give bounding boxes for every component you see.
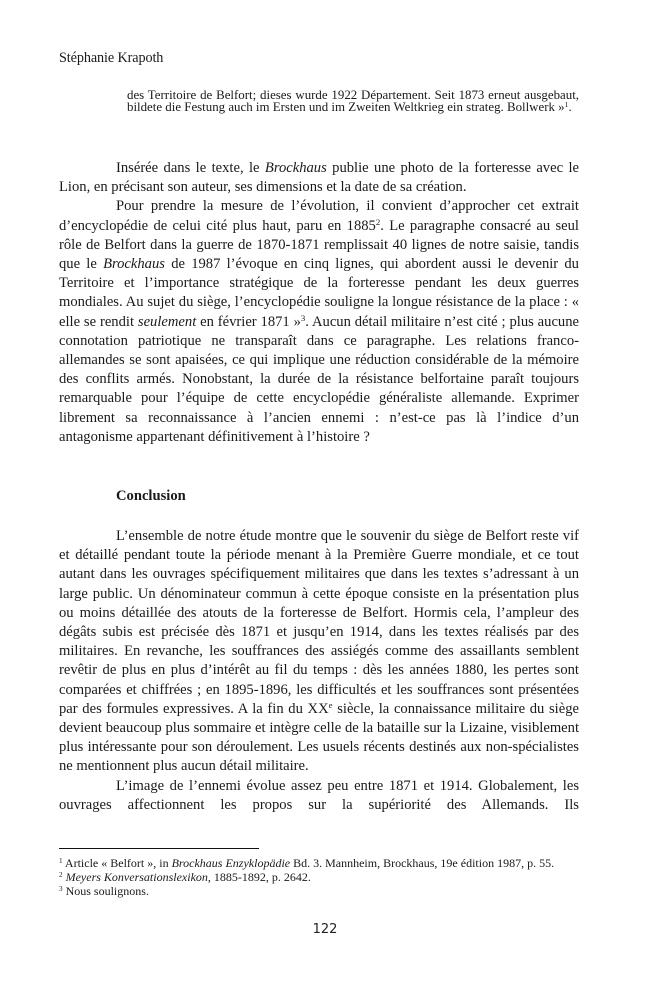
footnote-ref-1[interactable]: 1 bbox=[564, 100, 569, 110]
footnote-separator bbox=[59, 848, 259, 849]
italic-title: Brockhaus bbox=[264, 160, 327, 176]
italic-title: Meyers Konversationslexikon bbox=[65, 870, 208, 884]
text-run: Pour prendre la mesure de l’évolution, il convient d’approcher cet extrait d’encyclopédie de celui cité plus haut, paru en 1885 bbox=[59, 198, 579, 234]
footnote-3 bbox=[59, 884, 579, 898]
footnote-number: 2 bbox=[59, 871, 63, 880]
text-run: Bd. 3. Mannheim, Brockhaus, 19e édition 1987, p. 55. bbox=[290, 856, 555, 870]
paragraph-brockhaus-photo bbox=[59, 159, 579, 197]
conclusion-body bbox=[59, 527, 579, 815]
italic-title: Brockhaus bbox=[103, 256, 165, 273]
text-run: L’ensemble de notre étude montre que le souvenir du siège de Belfort reste vif et détaillé pendant toute la période menant à la Première Guerre mondiale, et ce tout autant dans les ouvrages spécifiquement militaires que dans les textes s’adressant à un large public. Un dénominateur commun à cette époque consiste en la présentation plus ou moins détaillée des atouts de la forteresse de Belfort. Hormis cela, l’ampleur des dégâts subis est précisée dès 1871 et jusqu’en 1914, dans les textes réalisés par des militaires. En revanche, les souffrances des assiégés comme des assaillants semblent revêtir de plus en plus d’intérêt au fil du temps : dès les années 1880, les pertes sont comparées et chiffrées ; en 1895-1896, les difficultés et les souffrances sont présentées par des formules expressives. A la fin du XX bbox=[59, 528, 579, 717]
block-quote-text: des Territoire de Belfort; dieses wurde 1922 Département. Seit 1873 erneut ausgebaut, bildete die Festung auch im Ersten und im Zweiten Weltkrieg ein strateg. Bollwerk » bbox=[127, 88, 579, 115]
footnote-2 bbox=[59, 870, 579, 884]
footnote-1 bbox=[59, 856, 579, 870]
footnote-ref-3[interactable]: 3 bbox=[300, 312, 306, 323]
text-run: siècle, la connaissance militaire du siège devient beaucoup plus sommaire et intègre celle de la bataille sur la Lizaine, visiblement plus intéressante pour son déroulement. Les usuels récents destinés aux non-spécialistes ne mentionnent plus aucun détail militaire. bbox=[59, 700, 579, 775]
paragraph-enemy-image: L’image de l’ennemi évolue assez peu entre 1871 et 1914. Globalement, les ouvrages affectionnent les propos sur la supériorité des Allemands. Ils bbox=[59, 777, 579, 813]
footnote-number: 1 bbox=[59, 857, 63, 866]
block-quote-end: . bbox=[568, 100, 572, 115]
conclusion-heading: Conclusion bbox=[116, 488, 186, 504]
running-head-author: Stéphanie Krapoth bbox=[59, 50, 164, 66]
text-run: . Aucun détail militaire n’est cité ; plus aucune connotation patriotique ne transparaît dans ce paragraphe. Les relations franco-allemandes se sont apaisées, ce qui implique une réduction considérable de la mémoire des conflits armés. Nonobstant, la durée de la résistance belfortaine paraît toujours remarquable pour l’équipe de cette encyclopédie généraliste allemande. Exprimer librement sa reconnaissance à l’ancien ennemi : n’est-ce pas là l’indice d’un antagonisme appartenant définitivement à l’histoire ? bbox=[59, 313, 579, 445]
century-superscript: e bbox=[328, 700, 333, 711]
section-body bbox=[59, 159, 579, 447]
footnotes bbox=[59, 856, 579, 898]
italic-emphasis: seulement bbox=[137, 313, 197, 330]
footnote-ref-2[interactable]: 2 bbox=[375, 216, 381, 227]
text-run: , 1885-1892, p. 2642. bbox=[207, 870, 311, 884]
text-run: publie une photo de la forteresse avec le Lion, en précisant son auteur, ses dimensions et la date de sa création. bbox=[59, 160, 579, 196]
paragraph-evolution bbox=[59, 197, 579, 447]
text-run: Nous soulignons. bbox=[62, 884, 149, 898]
footnote-number: 3 bbox=[59, 885, 63, 894]
text-run: Article « Belfort », in bbox=[62, 856, 172, 870]
page-number: 122 bbox=[312, 922, 338, 937]
text-run: de 1987 l’évoque en cinq lignes, qui abordent aussi le devenir du Territoire et l’importance stratégique de la forteresse pendant les deux guerres mondiales. Au sujet du siège, l’encyclopédie souligne la longue résistance de la place : « elle se rendit bbox=[59, 256, 579, 330]
text-run: Insérée dans le texte, le bbox=[116, 160, 265, 176]
text-run: en février 1871 » bbox=[196, 313, 301, 330]
text-run: . Le paragraphe consacré au seul rôle de Belfort dans la guerre de 1870-1871 remplissait 40 lignes de notre saisie, tandis que le bbox=[59, 217, 579, 273]
paragraph-conclusion-summary bbox=[59, 527, 579, 777]
block-quote bbox=[127, 89, 579, 114]
italic-title: Brockhaus Enzyklopädie bbox=[171, 856, 291, 870]
